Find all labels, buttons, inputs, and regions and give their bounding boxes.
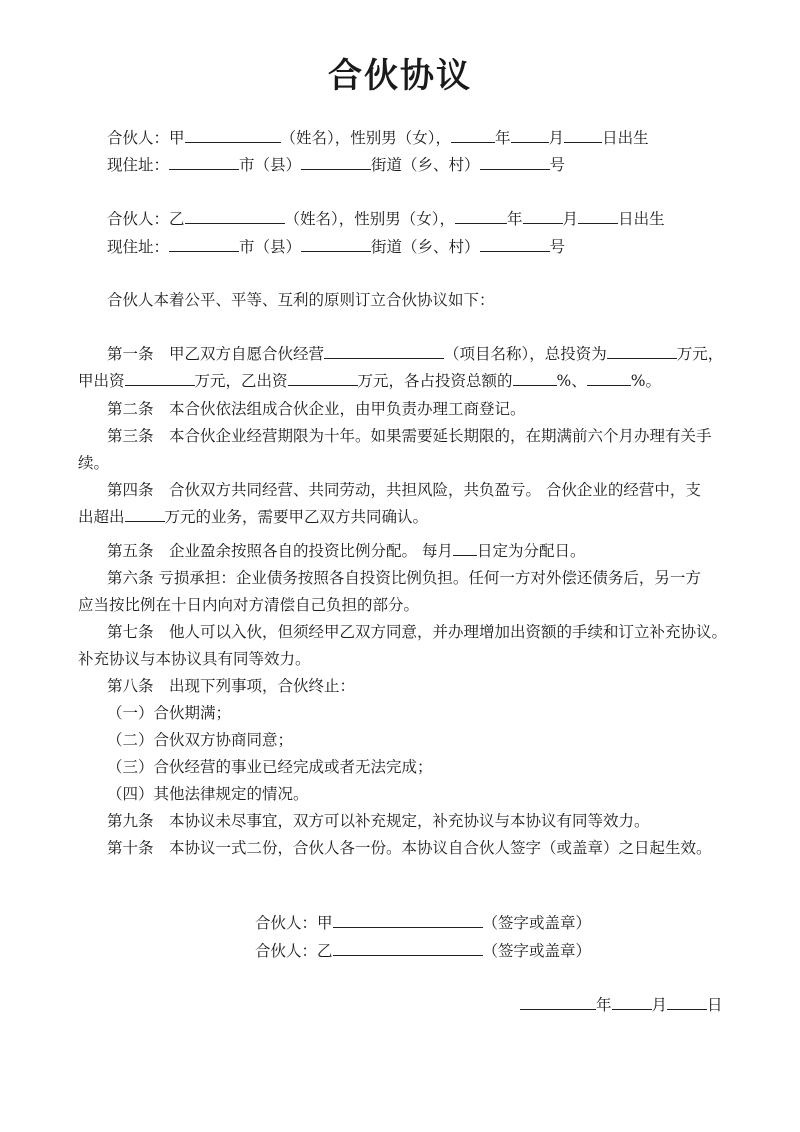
a-investment-blank[interactable] bbox=[125, 371, 195, 386]
page-title: 合伙协议 bbox=[328, 56, 472, 96]
article-1-line-1: 第一条 甲乙双方自愿合伙经营 （项目名称），总投资为 万元， bbox=[107, 345, 724, 363]
article-9: 第九条 本协议未尽事宜，双方可以补充规定，补充协议与本协议有同等效力。 bbox=[107, 812, 650, 830]
date-year-blank[interactable] bbox=[520, 995, 596, 1010]
intro-text: 合伙人本着公平、平等、互利的原则订立合伙协议如下： bbox=[107, 291, 495, 309]
signature-b-blank[interactable] bbox=[333, 941, 483, 956]
article-3-line-2: 续。 bbox=[78, 454, 110, 472]
signature-line-b: 合伙人：乙 （签字或盖章） bbox=[255, 942, 592, 960]
article-5: 第五条 企业盈余按照各自的投资比例分配。 每月 日定为分配日。 bbox=[107, 542, 586, 560]
date-day-blank[interactable] bbox=[667, 995, 707, 1010]
partner-b-number-blank[interactable] bbox=[480, 237, 550, 252]
date-month-blank[interactable] bbox=[612, 995, 652, 1010]
signing-date-line: 年 月 日 bbox=[520, 994, 723, 1016]
partner-b-name-blank[interactable] bbox=[185, 209, 285, 224]
article-8-heading: 第八条 出现下列事项，合伙终止： bbox=[107, 677, 356, 695]
b-share-percent-blank[interactable] bbox=[587, 371, 631, 386]
partner-a-address-line: 现住址： 市（县） 街道（乡、村） 号 bbox=[107, 156, 566, 174]
partner-b-info-line: 合伙人：乙 （姓名），性别男（女）， 年 月 日出生 bbox=[107, 210, 665, 228]
article-3-line-1: 第三条 本合伙企业经营期限为十年。如果需要延长期限的，在期满前六个月办理有关手 bbox=[107, 427, 712, 445]
partner-a-birth-day-blank[interactable] bbox=[564, 128, 602, 143]
article-4-line-1: 第四条 合伙双方共同经营、共同劳动，共担风险，共负盈亏。 合伙企业的经营中，支 bbox=[107, 481, 701, 499]
article-10: 第十条 本协议一式二份，合伙人各一份。本协议自合伙人签字（或盖章）之日起生效。 bbox=[107, 839, 712, 857]
partner-b-birth-month-blank[interactable] bbox=[523, 209, 563, 224]
partner-a-name-blank[interactable] bbox=[185, 128, 281, 143]
partner-a-info-line: 合伙人：甲 （姓名），性别男（女）， 年 月 日出生 bbox=[107, 129, 649, 147]
partner-a-birth-month-blank[interactable] bbox=[511, 128, 549, 143]
partner-a-street-blank[interactable] bbox=[301, 155, 371, 170]
article-7-line-2: 补充协议与本协议具有同等效力。 bbox=[78, 650, 311, 668]
article-2: 第二条 本合伙依法组成合伙企业，由甲负责办理工商登记。 bbox=[107, 400, 526, 418]
partner-b-address-line: 现住址： 市（县） 街道（乡、村） 号 bbox=[107, 238, 566, 256]
partner-b-street-blank[interactable] bbox=[301, 237, 371, 252]
partner-a-city-blank[interactable] bbox=[169, 155, 239, 170]
article-4-line-2: 出超出 万元的业务，需要甲乙双方共同确认。 bbox=[78, 508, 429, 526]
article-8-item-1: （一）合伙期满； bbox=[107, 704, 232, 722]
article-8-item-3: （三）合伙经营的事业已经完成或者无法完成； bbox=[107, 758, 433, 776]
b-investment-blank[interactable] bbox=[288, 371, 358, 386]
partner-b-city-blank[interactable] bbox=[169, 237, 239, 252]
a-share-percent-blank[interactable] bbox=[513, 371, 557, 386]
article-8-item-2: （二）合伙双方协商同意； bbox=[107, 731, 294, 749]
article-6-line-1: 第六条 亏损承担：企业债务按照各自投资比例负担。任何一方对外偿还债务后，另一方 bbox=[107, 569, 701, 587]
joint-approval-amount-blank[interactable] bbox=[125, 507, 165, 522]
partner-b-birth-day-blank[interactable] bbox=[578, 209, 618, 224]
article-1-line-2: 甲出资 万元，乙出资 万元，各占投资总额的 %、 %。 bbox=[78, 372, 662, 390]
partner-a-number-blank[interactable] bbox=[480, 155, 550, 170]
distribution-day-blank[interactable] bbox=[453, 541, 477, 556]
signature-line-a: 合伙人：甲 （签字或盖章） bbox=[255, 914, 592, 932]
article-7-line-1: 第七条 他人可以入伙，但须经甲乙双方同意，并办理增加出资额的手续和订立补充协议。 bbox=[107, 623, 728, 641]
project-name-blank[interactable] bbox=[324, 344, 444, 359]
partner-a-birth-year-blank[interactable] bbox=[451, 128, 495, 143]
article-6-line-2: 应当按比例在十日内向对方清偿自己负担的部分。 bbox=[78, 596, 420, 614]
partner-b-birth-year-blank[interactable] bbox=[455, 209, 507, 224]
total-investment-blank[interactable] bbox=[607, 344, 677, 359]
signature-a-blank[interactable] bbox=[333, 913, 483, 928]
article-8-item-4: （四）其他法律规定的情况。 bbox=[107, 785, 309, 803]
